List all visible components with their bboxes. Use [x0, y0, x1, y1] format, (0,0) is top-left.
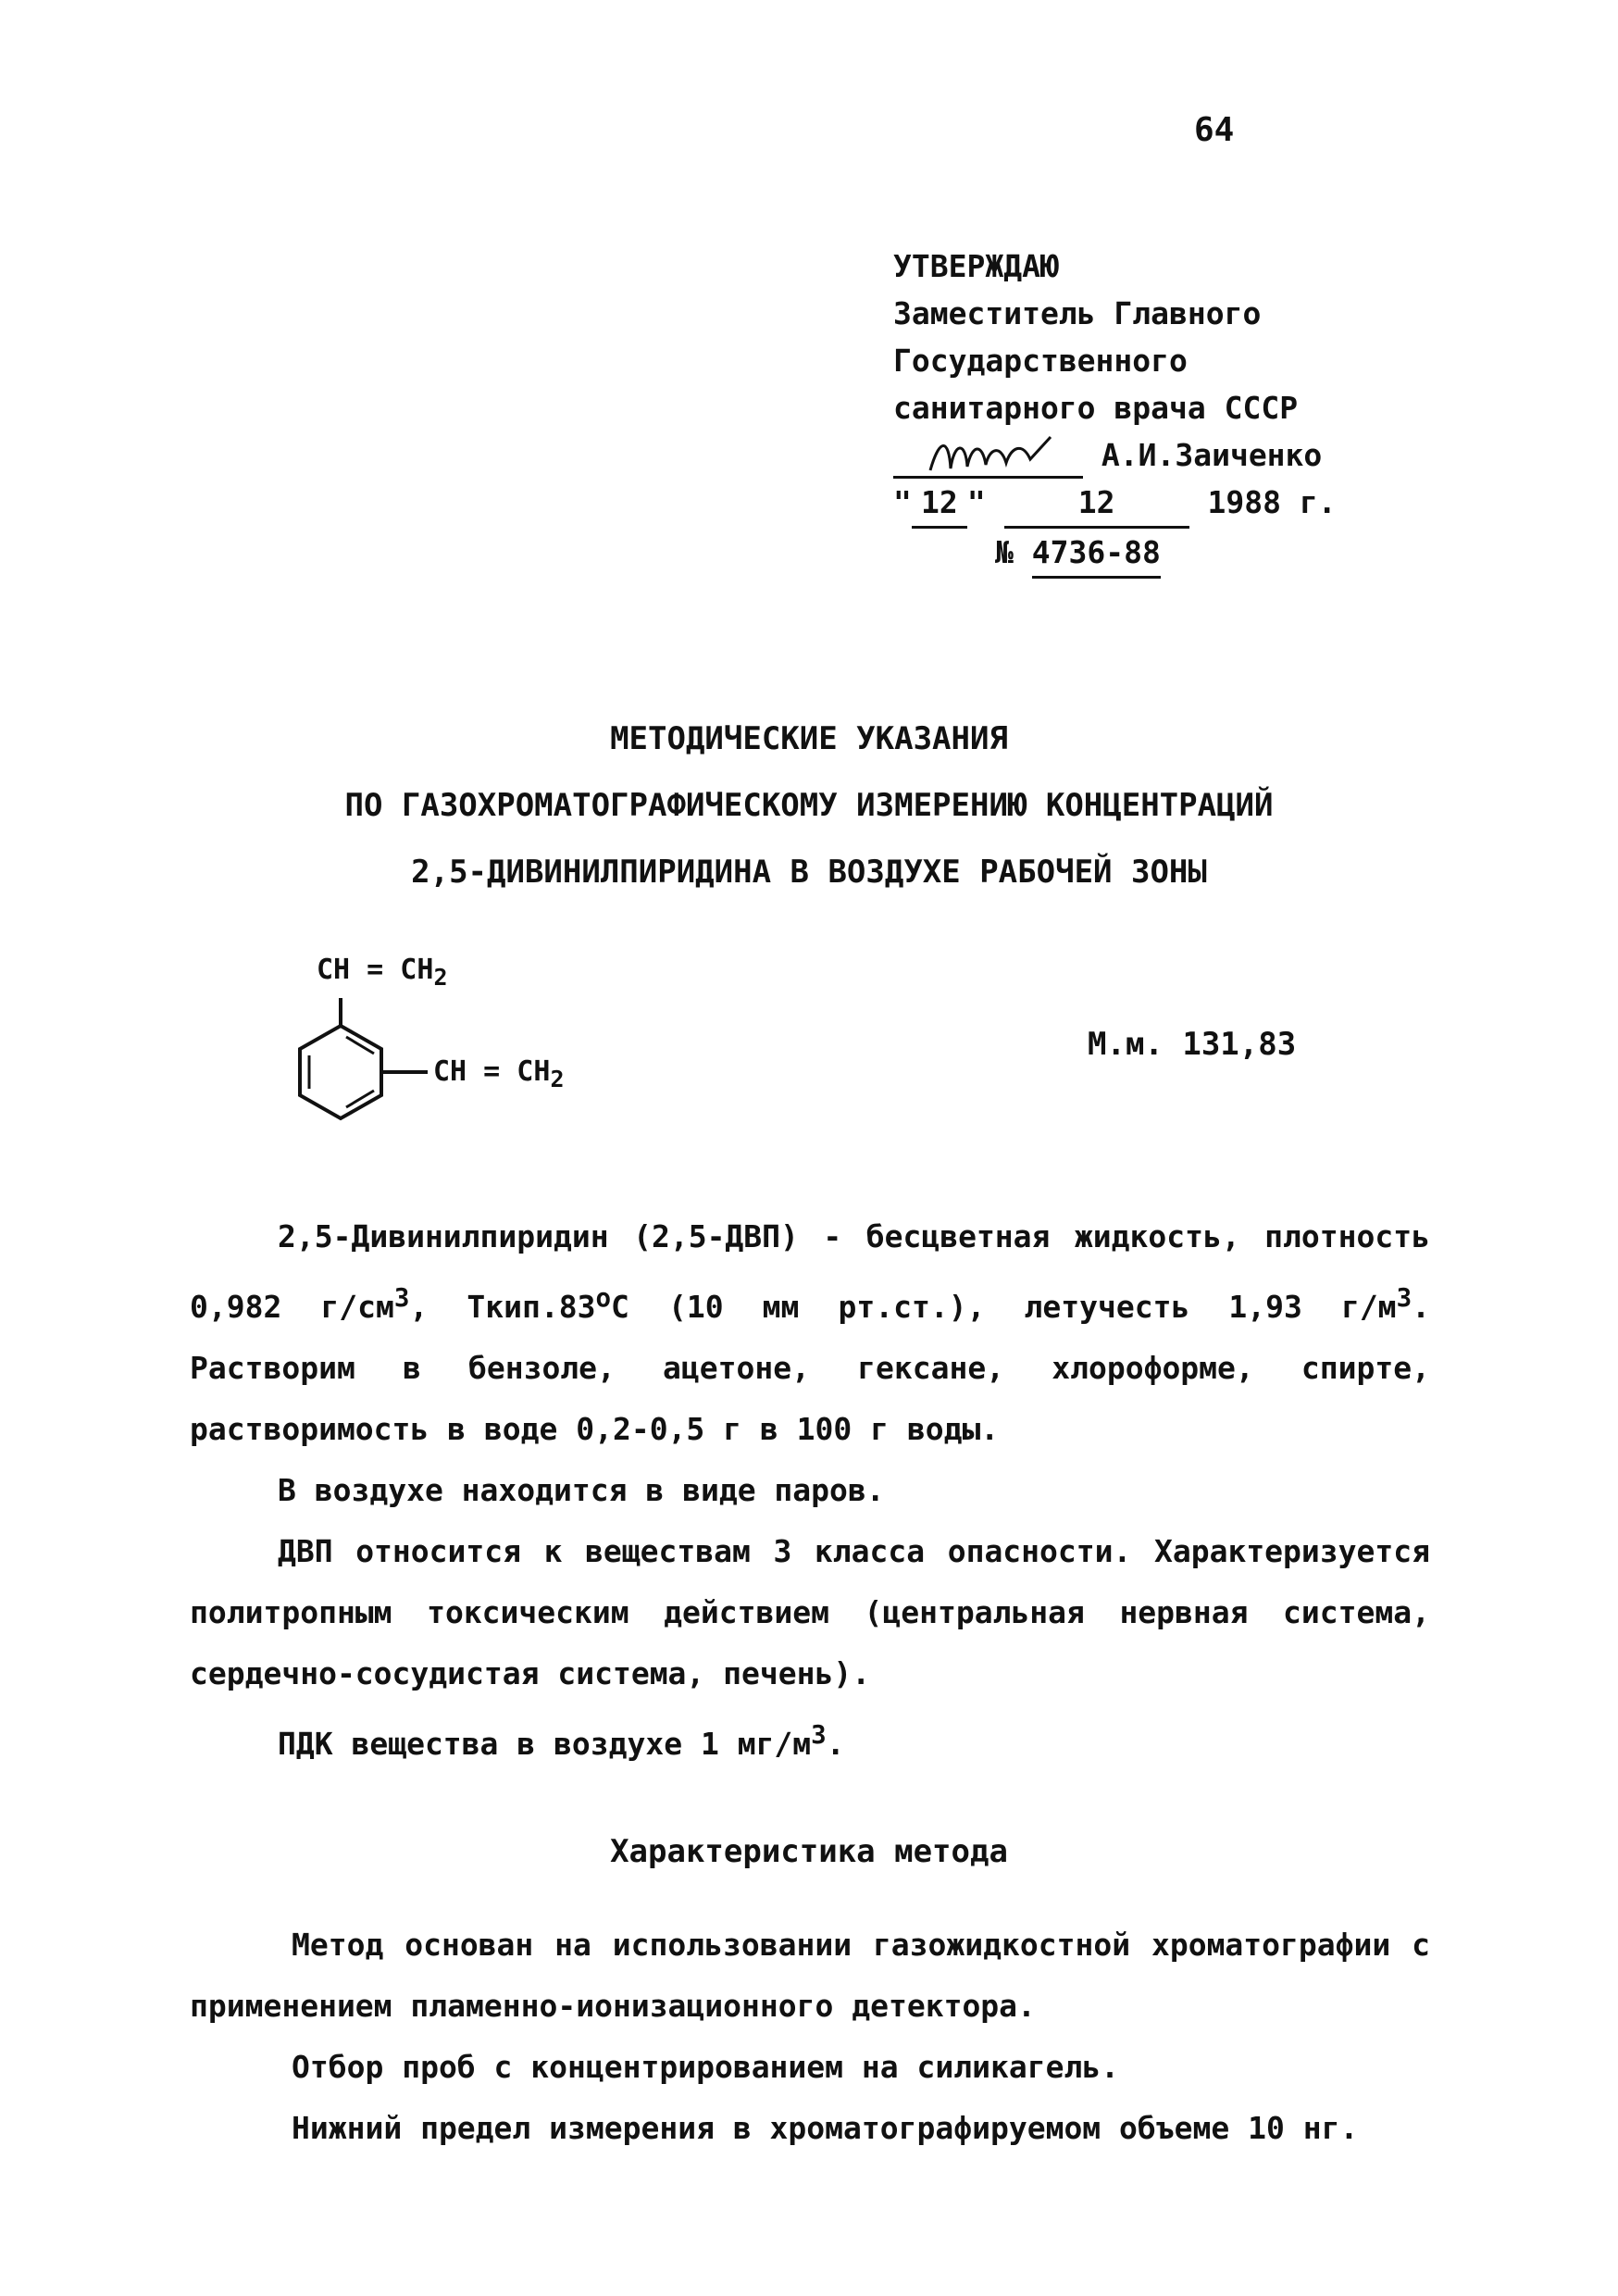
approval-block	[893, 243, 1337, 579]
formula-top-group: CH = $CH_2$	[317, 954, 448, 991]
approval-position-2: Государственного	[893, 343, 1188, 379]
structural-formula	[268, 954, 620, 1139]
title-line-2: ПО ГАЗОХРОМАТОГРАФИЧЕСКОМУ ИЗМЕРЕНИЮ КОНЦЕНТРАЦИЙ	[344, 787, 1274, 824]
approval-heading: УТВЕРЖДАЮ	[893, 248, 1059, 284]
document-title	[0, 705, 1618, 905]
number-value: 4736-88	[1032, 529, 1161, 579]
formula-side-group: CH = $CH_2$	[433, 1055, 565, 1092]
method-paragraph-1: Метод основан на использовании газожидкостной хроматографии с применением пламенно-ионизационного детектора.	[190, 1927, 1430, 2024]
benzene-ring-icon	[268, 954, 620, 1139]
properties-paragraph-3: ДВП относится к веществам 3 класса опасности. Характеризуется политропным токсическим действием (центральная нервная система, сердечно-сосудистая система, печень).	[190, 1533, 1430, 1691]
method-section	[190, 1915, 1430, 2159]
handwritten-signature	[893, 433, 1083, 479]
properties-paragraph-1: 2,5-Дивинилпиридин (2,5-ДВП) - бесцветная жидкость, плотность 0,982 $г/см^3$, $Ткип.83^оС$ (10 мм рт.ст.), летучесть 1,93 $г/м^3$. Растворим в бензоле, ацетоне, гексане, хлороформе, спирте, растворимость в воде 0,2-0,5 г в 100 г воды.	[190, 1218, 1430, 1447]
approval-date: " 12 " 12 1988 г.	[893, 479, 1337, 529]
approval-position-1: Заместитель Главного	[893, 295, 1262, 331]
method-paragraph-3: Нижний предел измерения в хроматографируемом объеме 10 нг.	[292, 2110, 1359, 2146]
title-line-3: 2,5-ДИВИНИЛПИРИДИНА В ВОЗДУХЕ РАБОЧЕЙ ЗОНЫ	[411, 854, 1207, 891]
section-heading: Характеристика метода	[610, 1833, 1008, 1870]
number-prefix: №	[995, 534, 1014, 570]
properties-paragraph-2: В воздухе находится в виде паров.	[278, 1472, 885, 1508]
date-year: 1988 г.	[1207, 484, 1337, 520]
date-day: 12	[912, 479, 967, 529]
properties-section	[190, 1206, 1430, 1775]
title-line-1: МЕТОДИЧЕСКИЕ УКАЗАНИЯ	[610, 720, 1008, 757]
properties-paragraph-4: ПДК вещества в воздухе 1 $мг/м^3$.	[278, 1720, 845, 1762]
signature-icon	[921, 433, 1060, 476]
date-month: 12	[1004, 479, 1189, 529]
page-number: 64	[1194, 111, 1235, 149]
signature-line	[893, 431, 1337, 479]
molecular-weight: М.м. 131,83	[1088, 1026, 1297, 1063]
approval-position-3: санитарного врача СССР	[893, 390, 1299, 426]
method-paragraph-2: Отбор проб с концентрированием на силикагель.	[292, 2049, 1120, 2085]
approval-number	[893, 529, 1337, 579]
signatory-name: А.И.Заиченко	[1101, 437, 1323, 473]
